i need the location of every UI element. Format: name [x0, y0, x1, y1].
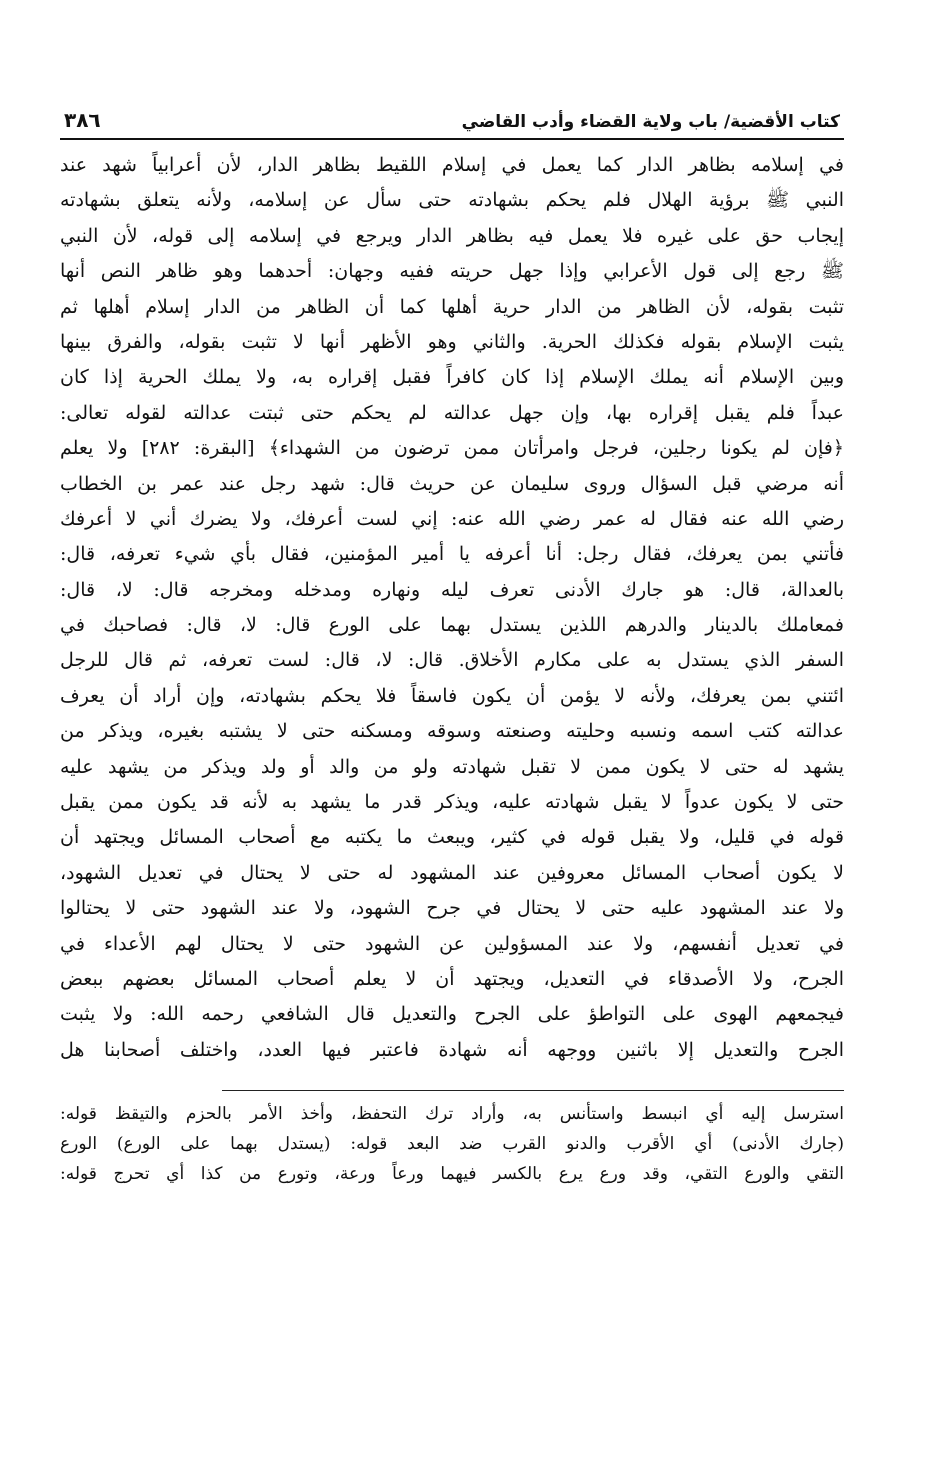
text-line: لا يكون أصحاب المسائل معروفين عند المشهود له حتى لا يحتال في تعديل الشهود،: [60, 861, 844, 884]
footnote-line: استرسل إليه أي انبسط واستأنس به، وأراد ترك التحفظ، وأخذ الأمر بالحزم والتيقظ قوله:: [60, 1104, 844, 1125]
text-line: عبداً فلم يقبل إقراره بها، وإن جهل عدالته لم يحكم حتى ثبتت عدالته لقوله تعالى:: [60, 401, 844, 424]
text-line: فأتني بمن يعرفك، فقال رجل: أنا أعرفه يا أمير المؤمنين، فقال بأي شيء تعرفه، قال:: [60, 543, 844, 566]
text-line: ﷺ رجع إلى قول الأعرابي وإذا جهل حريته ففيه وجهان: أحدهما وهو ظاهر النص أنها: [60, 260, 844, 283]
text-line: الجرح، ولا الأصدقاء في التعديل، ويجتهد أن لا يعلم أصحاب المسائل بعضهم ببعض: [60, 967, 844, 990]
footnote-line: التقي والورع التقي، وقد ورع يرع بالكسر فيهما ورعاً ورعة، وتورع من كذا أي تحرج قوله:: [60, 1164, 844, 1185]
text-line: في تعديل أنفسهم، ولا عند المسؤولين عن الشهود حتى لا يحتال لهم الأعداء في: [60, 932, 844, 955]
text-line: فمعاملك بالدينار والدرهم اللذين يستدل بهما على الورع قال: لا، قال: فصاحبك في: [60, 614, 844, 637]
text-line: ائتني بمن يعرفك، ولأنه لا يؤمن أن يكون فاسقاً فلا يحكم بشهادته، وإن أراد أن يعرف: [60, 684, 844, 707]
footnote-separator: [222, 1090, 844, 1091]
running-header: [60, 92, 844, 140]
text-line: يثبت الإسلام بقوله فكذلك الحرية. والثاني وهو الأظهر أنها لا تثبت بقوله، والفرق بينها: [60, 330, 844, 353]
text-line: رضي الله عنه فقال له عمر رضي الله عنه: إني لست أعرفك، ولا يضرك أني لا أعرفك: [60, 507, 844, 530]
text-line: بالعدالة، قال: هو جارك الأدنى تعرف ليله ونهاره ومدخله ومخرجه قال: لا، قال:: [60, 578, 844, 601]
text-line: الجرح والتعديل إلا باثنين ووجهه أنه شهادة فاعتبر فيها العدد، واختلف أصحابنا هل: [60, 1038, 844, 1061]
footnote-line: (جارك الأدنى) أي الأقرب والدنو القرب ضد البعد قوله: (يستدل بهما على الورع) الورع: [60, 1134, 844, 1155]
text-line: قوله في قليل، ولا يقبل قوله في كثير، ويبعث ما يكتبه مع أصحاب المسائل ويجتهد أن: [60, 826, 844, 849]
text-line: ﴿فإن لم يكونا رجلين، فرجل وامرأتان ممن ترضون من الشهداء﴾ [البقرة: ٢٨٢] ولا يعلم: [60, 437, 844, 460]
book-page: [60, 92, 844, 1189]
main-text: [60, 148, 844, 1068]
text-line: حتى لا يكون عدواً لا يقبل شهادته عليه، ويذكر قدر ما يشهد به لأنه قد يكون ممن يقبل: [60, 791, 844, 814]
text-line: وبين الإسلام أنه يملك الإسلام إذا كان كافراً فقبل إقراره به، ولا يملك الحرية إذا كان: [60, 366, 844, 389]
text-line: النبي ﷺ برؤية الهلال فلم يحكم بشهادته حتى سأل عن إسلامه، ولأنه يتعلق بشهادته: [60, 189, 844, 212]
text-line: إيجاب حق على غيره فلا يعمل فيه بظاهر الدار ويرجع في إسلامه إلى قوله، لأن النبي: [60, 224, 844, 247]
footnotes: [60, 1099, 844, 1189]
text-line: فيجمعهم الهوى على التواطؤ على الجرح والتعديل قال الشافعي رحمه الله: ولا يثبت: [60, 1003, 844, 1026]
text-line: يشهد له حتى لا يكون ممن لا تقبل شهادته ولو من والد أو ولد ويذكر من يشهد عليه: [60, 755, 844, 778]
header-title: كتاب الأقضية/ باب ولاية القضاء وأدب القاضي: [461, 112, 840, 132]
page-number: ٣٨٦: [64, 108, 101, 132]
text-line: أنه مرضي قبل السؤال وروى سليمان عن حريث قال: شهد رجل عند عمر بن الخطاب: [60, 472, 844, 495]
text-line: في إسلامه بظاهر الدار كما يعمل في إسلام اللقيط بظاهر الدار، لأن أعرابياً شهد عند: [60, 154, 844, 176]
text-line: ولا عند المشهود عليه حتى لا يحتال في جرح الشهود، ولا عند الشهود حتى لا يحتالوا: [60, 897, 844, 920]
text-line: عدالته كتب اسمه ونسبه وحليته وصنعته وسوقه ومسكنه حتى لا يشتبه بغيره، ويذكر من: [60, 720, 844, 743]
text-line: تثبت بقوله، لأن الظاهر من الدار حرية أهلها كما أن الظاهر من الدار إسلام أهلها ثم: [60, 295, 844, 318]
text-line: السفر الذي يستدل به على مكارم الأخلاق. قال: لا، قال: لست تعرفه، ثم قال للرجل: [60, 649, 844, 672]
